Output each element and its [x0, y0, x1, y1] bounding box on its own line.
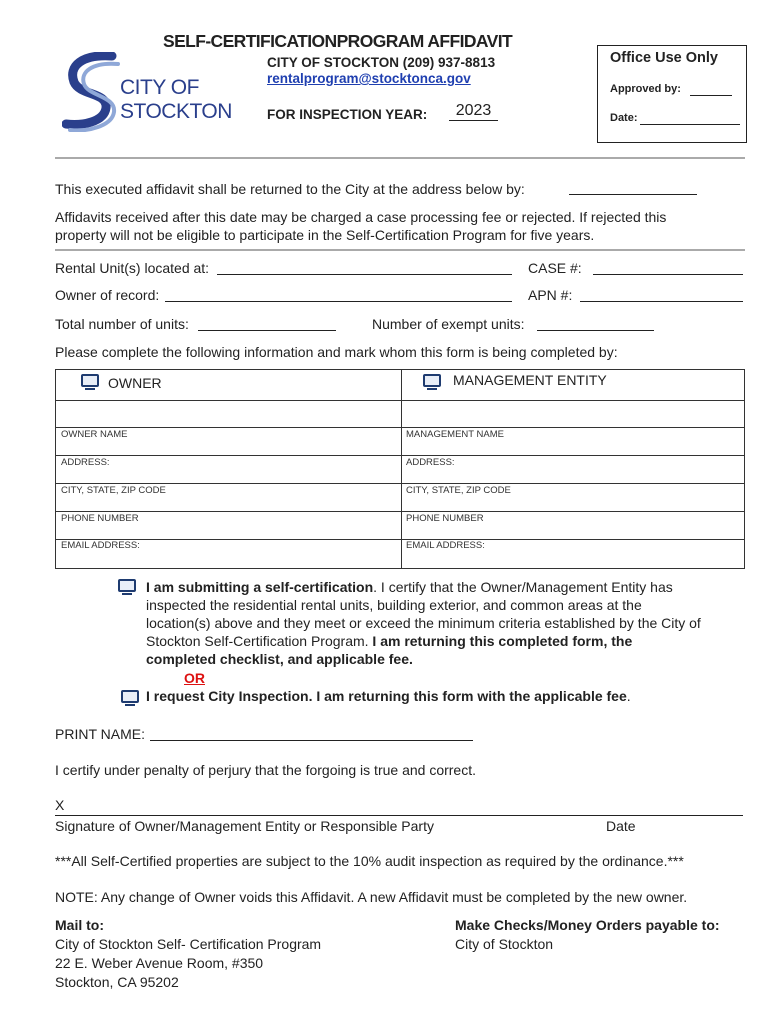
self-cert-line-5: completed checklist, and applicable fee.	[146, 651, 413, 667]
logo-line-2: STOCKTON	[120, 100, 232, 123]
office-date-field[interactable]	[640, 124, 740, 125]
instructions-text: Please complete the following information and mark whom this form is being completed by:	[55, 344, 618, 360]
city-inspection-bold: I request City Inspection. I am returning this form with the applicable fee	[146, 688, 627, 704]
mgmt-name-field[interactable]: MANAGEMENT NAME	[406, 429, 505, 440]
apn-label: APN #:	[528, 287, 573, 303]
signature-field[interactable]	[55, 815, 743, 816]
inspection-year-value[interactable]: 2023	[449, 102, 498, 121]
exempt-units-label: Number of exempt units:	[372, 316, 525, 332]
mgmt-city-field[interactable]: CITY, STATE, ZIP CODE	[406, 485, 511, 496]
city-inspection-checkbox[interactable]	[121, 690, 139, 703]
owner-email-field[interactable]: EMAIL ADDRESS:	[61, 540, 140, 551]
apn-field[interactable]	[580, 301, 743, 302]
print-name-label: PRINT NAME:	[55, 726, 145, 742]
office-date-label: Date:	[610, 112, 638, 124]
mail-line-3: Stockton, CA 95202	[55, 974, 179, 990]
signature-x: X	[55, 797, 65, 813]
owner-change-note: NOTE: Any change of Owner voids this Affidavit. A new Affidavit must be completed by the new owner.	[55, 889, 688, 905]
self-cert-line-4-bold: I am returning this completed form, the	[372, 633, 633, 649]
owner-name-field[interactable]: OWNER NAME	[61, 429, 128, 440]
rental-units-field[interactable]	[217, 274, 512, 275]
date-label: Date	[606, 818, 636, 834]
table-row-line	[56, 511, 744, 512]
mail-label: Mail to:	[55, 917, 104, 933]
self-cert-bold: I am submitting a self-certification	[146, 579, 374, 595]
owner-city-field[interactable]: CITY, STATE, ZIP CODE	[61, 485, 166, 496]
late-text-line-1: Affidavits received after this date may be charged a case processing fee or rejected. If rejected this	[55, 209, 667, 225]
mgmt-address-field[interactable]: ADDRESS:	[406, 457, 455, 468]
owner-checkbox[interactable]	[81, 374, 99, 387]
self-cert-line-2: inspected the residential rental units, building exterior, and common areas at the	[146, 597, 642, 613]
office-use-box	[597, 45, 747, 143]
rental-units-label: Rental Unit(s) located at:	[55, 260, 210, 276]
late-text-line-2: property will not be eligible to participate in the Self-Certification Program for five years.	[55, 227, 595, 243]
page-title: SELF-CERTIFICATIONPROGRAM AFFIDAVIT	[163, 31, 513, 51]
self-certification-checkbox[interactable]	[118, 579, 136, 592]
signature-label: Signature of Owner/Management Entity or Responsible Party	[55, 818, 434, 834]
audit-note: ***All Self-Certified properties are subject to the 10% audit inspection as required by the ordinance.***	[55, 853, 684, 869]
logo-line-1: CITY OF	[120, 76, 199, 99]
total-units-field[interactable]	[198, 330, 336, 331]
exempt-units-field[interactable]	[537, 330, 654, 331]
table-row-line	[56, 539, 744, 540]
self-certification-text	[146, 578, 746, 668]
city-logo-icon	[62, 52, 122, 132]
table-row-line	[56, 483, 744, 484]
mgmt-email-field[interactable]: EMAIL ADDRESS:	[406, 540, 485, 551]
case-label: CASE #:	[528, 260, 582, 276]
checks-label: Make Checks/Money Orders payable to:	[455, 917, 720, 933]
office-use-title: Office Use Only	[610, 50, 718, 66]
print-name-field[interactable]	[150, 740, 473, 741]
table-row-line	[56, 427, 744, 428]
mail-line-2: 22 E. Weber Avenue Room, #350	[55, 955, 264, 971]
perjury-text: I certify under penalty of perjury that the forgoing is true and correct.	[55, 762, 476, 778]
management-checkbox[interactable]	[423, 374, 441, 387]
case-field[interactable]	[593, 274, 743, 275]
divider	[55, 157, 745, 159]
return-by-text: This executed affidavit shall be returned to the City at the address below by:	[55, 181, 525, 197]
mgmt-phone-field[interactable]: PHONE NUMBER	[406, 513, 484, 524]
return-by-date-field[interactable]	[569, 194, 697, 195]
self-cert-line-3: location(s) above and they meet or exceed the minimum criteria established by the City of	[146, 615, 701, 631]
approved-by-field[interactable]	[690, 95, 732, 96]
city-inspection-end: .	[626, 688, 631, 704]
owner-phone-field[interactable]: PHONE NUMBER	[61, 513, 139, 524]
table-row-line	[56, 455, 744, 456]
city-inspection-text	[146, 688, 631, 704]
logo-text	[120, 76, 232, 124]
table-row-line	[56, 400, 744, 401]
total-units-label: Total number of units:	[55, 316, 189, 332]
owner-address-field[interactable]: ADDRESS:	[61, 457, 110, 468]
self-cert-rest: . I certify that the Owner/Management Entity has	[373, 579, 673, 595]
mail-line-1: City of Stockton Self- Certification Program	[55, 936, 322, 952]
divider	[55, 249, 745, 251]
header-email-link[interactable]: rentalprogram@stocktonca.gov	[267, 71, 471, 86]
mail-block	[55, 916, 321, 992]
owner-of-record-label: Owner of record:	[55, 287, 160, 303]
checks-payee: City of Stockton	[455, 936, 554, 952]
header-phone: CITY OF STOCKTON (209) 937-8813	[267, 55, 496, 70]
inspection-year-label: FOR INSPECTION YEAR:	[267, 107, 428, 122]
or-text: OR	[184, 670, 205, 686]
owner-of-record-field[interactable]	[165, 301, 512, 302]
contact-table	[55, 369, 745, 569]
owner-header: OWNER	[108, 375, 162, 391]
approved-by-label: Approved by:	[610, 83, 681, 95]
management-header: MANAGEMENT ENTITY	[453, 372, 607, 388]
self-cert-line-4: Stockton Self-Certification Program.	[146, 633, 373, 649]
checks-block	[455, 916, 720, 954]
